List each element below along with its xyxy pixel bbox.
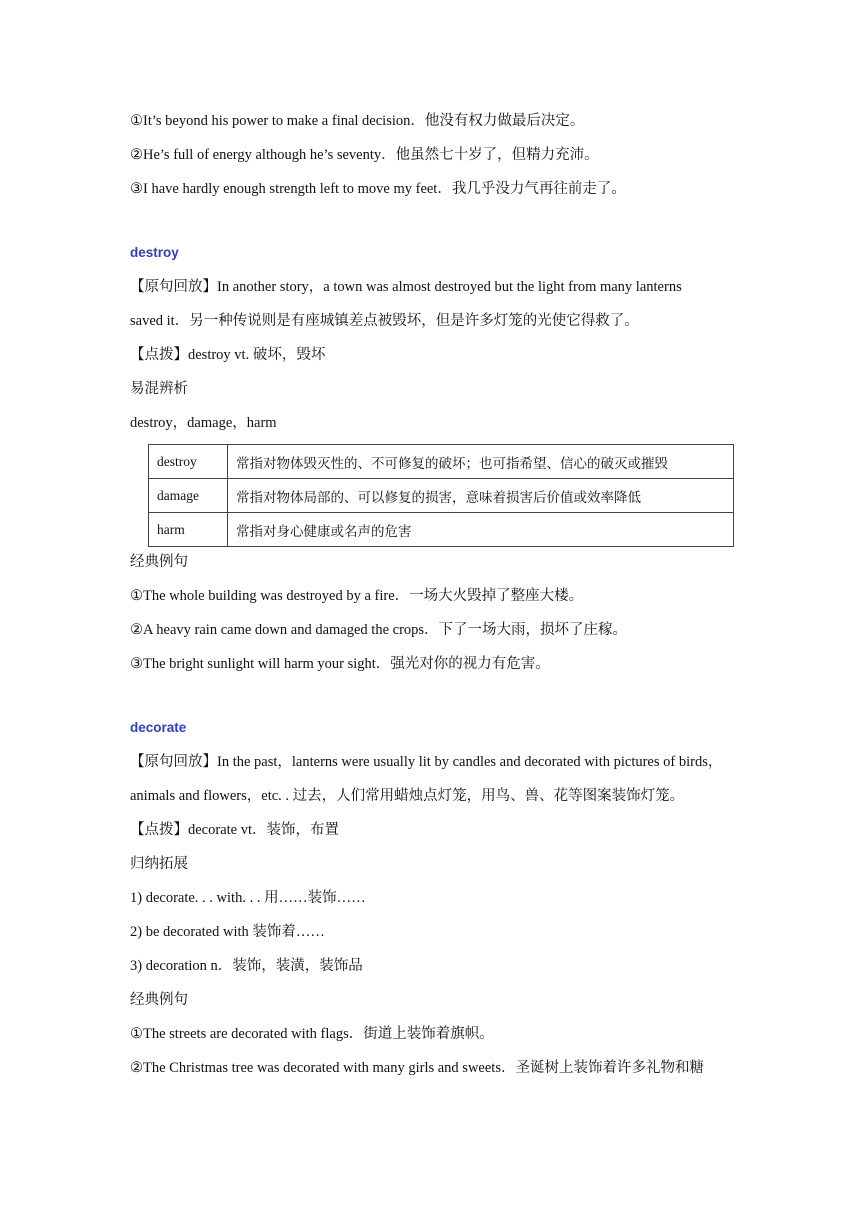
table-row — [149, 513, 734, 547]
table-cell-word: destroy — [149, 445, 228, 479]
original-sentence-line: 【原句回放】In another story，a town was almost destroyed but the light from many lanterns — [130, 279, 682, 295]
table-cell-meaning: 常指对物体局部的、可以修复的损害，意味着损害后价值或效率降低 — [228, 479, 734, 513]
section-label: 经典例句 — [130, 554, 188, 570]
table-row — [149, 479, 734, 513]
word-heading-decorate: decorate — [130, 720, 187, 735]
example-sentence: ②He’s full of energy although he’s seventy．他虽然七十岁了，但精力充沛。 — [130, 147, 599, 163]
example-sentence: ②A heavy rain came down and damaged the crops．下了一场大雨，损坏了庄稼。 — [130, 622, 628, 638]
original-sentence-line: 【原句回放】In the past，lanterns were usually lit by candles and decorated with pictures of birds， — [130, 754, 723, 770]
example-sentence: ①It’s beyond his power to make a final decision．他没有权力做最后决定。 — [130, 113, 585, 129]
example-sentence: ③I have hardly enough strength left to move my feet．我几乎没力气再往前走了。 — [130, 181, 626, 197]
example-sentence: ①The streets are decorated with flags．街道上装饰着旗帜。 — [130, 1026, 494, 1042]
document-content — [130, 108, 735, 1089]
summary-item: 1) decorate. . . with. . . 用……装饰…… — [130, 890, 366, 906]
words-line: destroy，damage，harm — [130, 415, 277, 431]
example-sentence: ②The Christmas tree was decorated with many girls and sweets．圣诞树上装饰着许多礼物和糖 — [130, 1060, 704, 1076]
word-heading-destroy: destroy — [130, 245, 179, 260]
example-sentence: ③The bright sunlight will harm your sight．强光对你的视力有危害。 — [130, 656, 550, 672]
table-cell-meaning: 常指对物体毁灭性的、不可修复的破坏；也可指希望、信心的破灭或摧毁 — [228, 445, 734, 479]
original-sentence-line: saved it．另一种传说则是有座城镇差点被毁坏，但是许多灯笼的光使它得救了。 — [130, 313, 639, 329]
table-cell-word: damage — [149, 479, 228, 513]
tip-line: 【点拨】decorate vt．装饰，布置 — [130, 822, 340, 838]
original-sentence-line: animals and flowers，etc. . 过去，人们常用蜡烛点灯笼，用鸟、兽、花等图案装饰灯笼。 — [130, 788, 685, 804]
tip-line: 【点拨】destroy vt. 破坏，毁坏 — [130, 347, 326, 363]
comparison-table — [148, 444, 734, 547]
section-label: 易混辨析 — [130, 381, 188, 397]
summary-item: 2) be decorated with 装饰着…… — [130, 924, 325, 940]
summary-item: 3) decoration n．装饰，装潢，装饰品 — [130, 958, 363, 974]
section-label: 经典例句 — [130, 992, 188, 1008]
section-label: 归纳拓展 — [130, 856, 188, 872]
table-cell-meaning: 常指对身心健康或名声的危害 — [228, 513, 734, 547]
table-cell-word: harm — [149, 513, 228, 547]
table-row — [149, 445, 734, 479]
example-sentence: ①The whole building was destroyed by a fire．一场大火毁掉了整座大楼。 — [130, 588, 584, 604]
